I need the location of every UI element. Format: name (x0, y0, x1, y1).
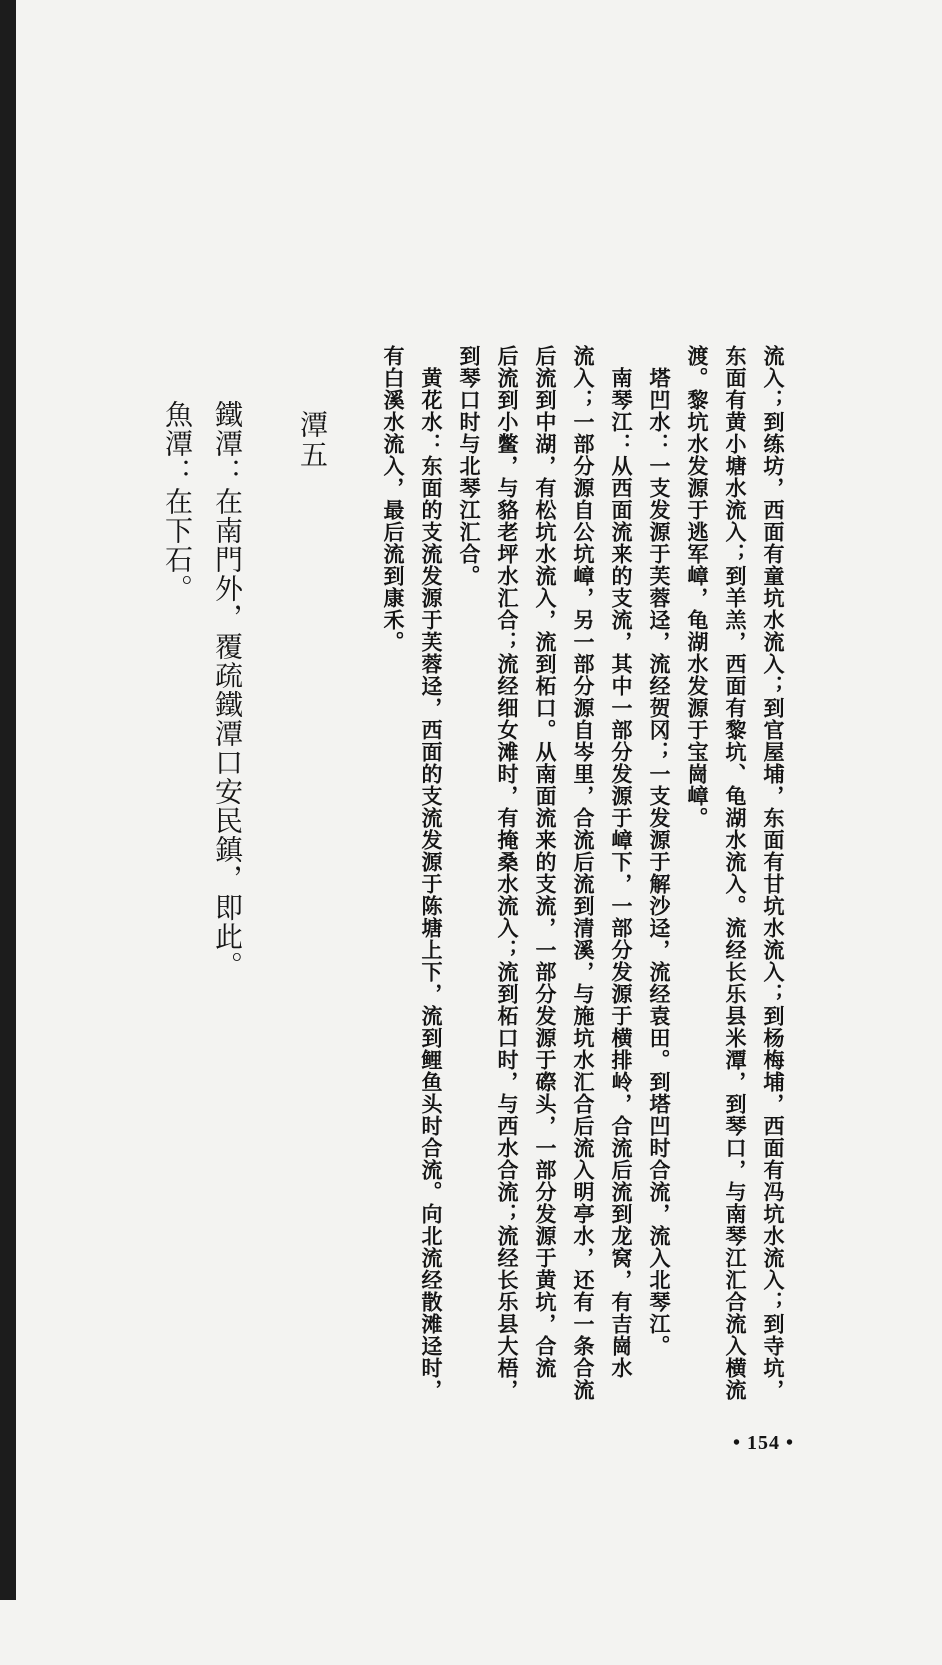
entries-block (152, 400, 252, 980)
text-column: 流入；一部分源自公坑嶂，另一部分源自岑里，合流后流到清溪，与施坑水汇合后流入明亭水，还有一条合流 (571, 345, 596, 1401)
page-number: • 154 • (732, 1432, 794, 1454)
text-column: 塔凹水：一支发源于芙蓉迳，流经贺冈；一支发源于解沙迳，流经袁田。到塔凹时合流，流入北琴江。 (647, 345, 672, 1357)
body-text-block (374, 345, 792, 1665)
entry-iron-pool: 鐵潭：在南門外，覆疏鐵潭口安民鎮，即此。 (211, 400, 244, 980)
entry-fish-pool: 魚潭：在下石。 (161, 400, 194, 603)
text-column: 渡。黎坑水发源于逃军嶂，龟湖水发源于宝崗嶂。 (685, 345, 710, 829)
text-column: 后流到中湖，有松坑水流入，流到柘口。从南面流来的支流，一部分发源于磜头，一部分发源于黄坑，合流 (533, 345, 558, 1379)
text-column: 东面有黄小塘水流入；到羊羔，西面有黎坑、龟湖水流入。流经长乐县米潭，到琴口，与南琴江汇合流入横流 (723, 345, 748, 1401)
text-column: 后流到小鳖，与貉老坪水汇合；流经细女滩时，有掩桑水流入；流到柘口时，与西水合流；流经长乐县大梧， (495, 345, 520, 1401)
text-column: 黄花水：东面的支流发源于芙蓉迳，西面的支流发源于陈塘上下，流到鲤鱼头时合流。向北流经散滩迳时， (419, 345, 444, 1401)
text-column: 有白溪水流入，最后流到康禾。 (381, 345, 406, 653)
text-column: 流入；到练坊，西面有童坑水流入；到官屋埔，东面有甘坑水流入；到杨梅埔，西面有冯坑水流入；到寺坑， (761, 345, 786, 1401)
section-title: 潭五 (296, 410, 329, 470)
scan-page-edge (0, 0, 16, 1600)
text-column: 到琴口时与北琴江汇合。 (457, 345, 482, 587)
text-column: 南琴江：从西面流来的支流，其中一部分发源于嶂下，一部分发源于横排岭，合流后流到龙窝，有吉崗水 (609, 345, 634, 1379)
